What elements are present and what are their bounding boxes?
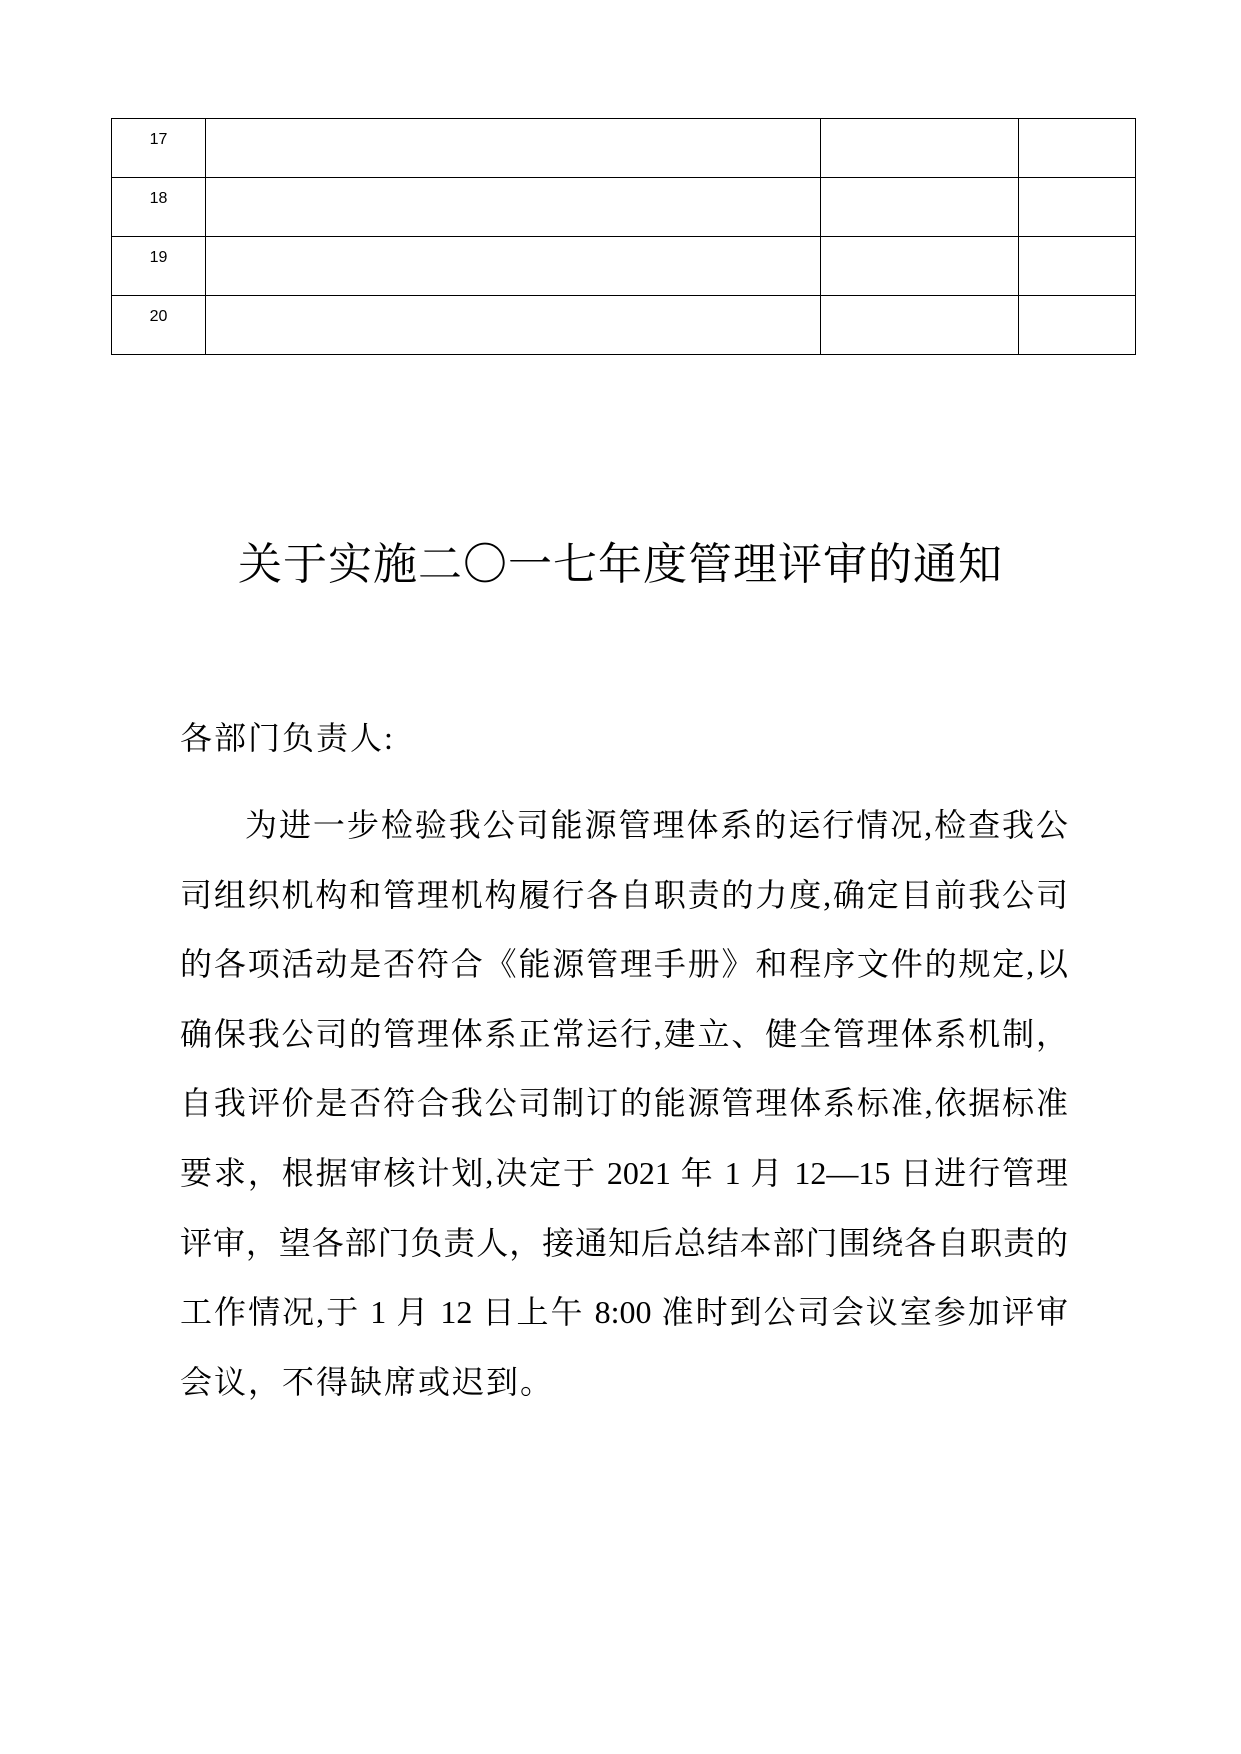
salutation: 各部门负责人: xyxy=(180,720,395,756)
body-line: 会议，不得缺席或迟到。 xyxy=(180,1363,555,1400)
table-cell xyxy=(821,178,1019,237)
table-cell xyxy=(1019,296,1136,355)
body-line: 评审，望各部门负责人，接通知后总结本部门围绕各自职责的 xyxy=(180,1224,1068,1261)
table-cell xyxy=(206,119,821,178)
row-number: 20 xyxy=(149,308,168,325)
body-line: 的各项活动是否符合《能源管理手册》和程序文件的规定,以 xyxy=(180,946,1068,983)
table-cell xyxy=(821,119,1019,178)
table-cell xyxy=(1019,119,1136,178)
table-cell xyxy=(821,296,1019,355)
table-cell xyxy=(206,237,821,296)
table-row xyxy=(112,178,1136,237)
table-cell xyxy=(821,237,1019,296)
row-number-cell xyxy=(112,178,206,237)
table-cell xyxy=(1019,237,1136,296)
body-line: 要求，根据审核计划,决定于 2021 年 1 月 12—15 日进行管理 xyxy=(180,1154,1068,1191)
notice-title: 关于实施二〇一七年度管理评审的通知 xyxy=(238,539,1003,590)
table-cell xyxy=(206,178,821,237)
row-number-cell xyxy=(112,119,206,178)
table-cell xyxy=(206,296,821,355)
table-row xyxy=(112,119,1136,178)
table-cell xyxy=(1019,178,1136,237)
record-table xyxy=(111,118,1136,355)
row-number: 19 xyxy=(149,249,168,266)
table-row xyxy=(112,296,1136,355)
body-line: 工作情况,于 1 月 12 日上午 8:00 准时到公司会议室参加评审 xyxy=(180,1294,1068,1331)
body-line: 司组织机构和管理机构履行各自职责的力度,确定目前我公司 xyxy=(180,876,1068,913)
body-line: 确保我公司的管理体系正常运行,建立、健全管理体系机制， xyxy=(180,1015,1068,1052)
row-number-cell xyxy=(112,296,206,355)
notice-body xyxy=(180,791,1068,1417)
body-line: 自我评价是否符合我公司制订的能源管理体系标准,依据标准 xyxy=(180,1085,1068,1122)
table-row xyxy=(112,237,1136,296)
row-number: 18 xyxy=(149,190,168,207)
body-line: 为进一步检验我公司能源管理体系的运行情况,检查我公 xyxy=(245,807,1068,843)
row-number: 17 xyxy=(149,131,168,148)
row-number-cell xyxy=(112,237,206,296)
